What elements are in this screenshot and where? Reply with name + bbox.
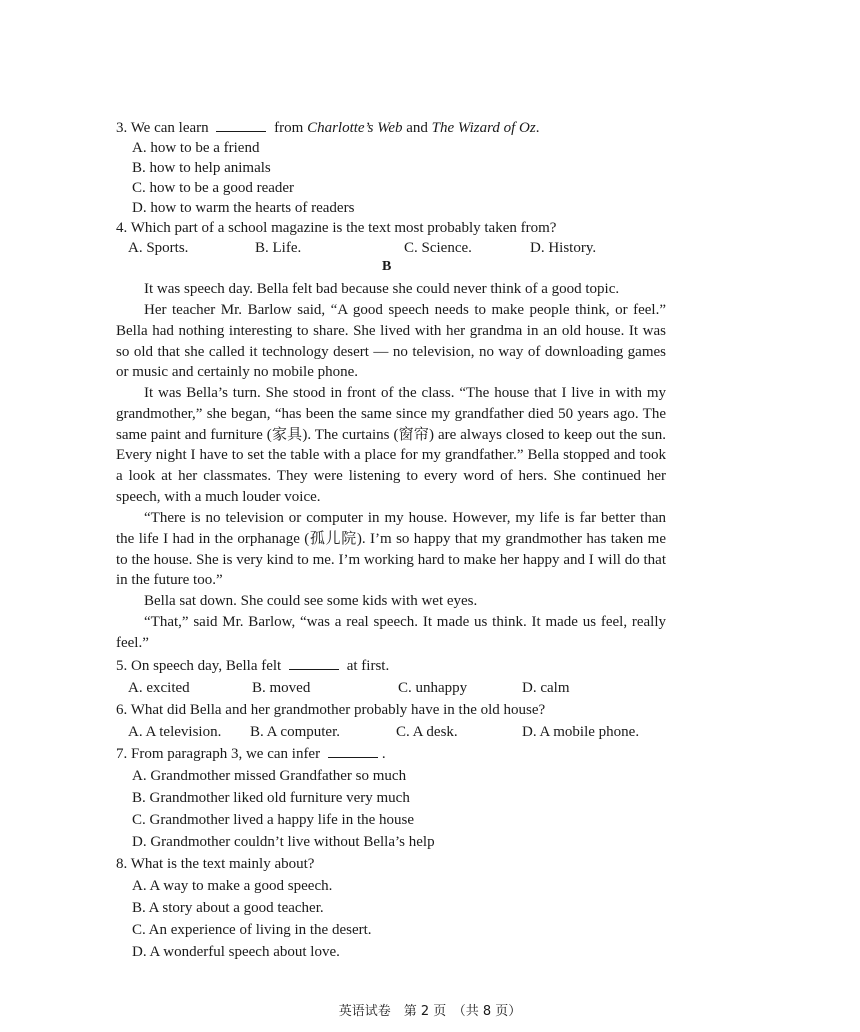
option: D. Grandmother couldn’t live without Bella’s help <box>132 834 435 850</box>
option: B. A computer. <box>250 724 340 740</box>
option: D. A mobile phone. <box>522 724 640 740</box>
option: B. Life. <box>255 240 302 256</box>
book-title-2: The Wizard of Oz <box>431 120 536 136</box>
option: D. calm <box>522 680 570 696</box>
option: D. A wonderful speech about love. <box>132 944 340 960</box>
option: C. A desk. <box>396 724 458 740</box>
option: A. how to be a friend <box>132 140 260 156</box>
option: C. Grandmother lived a happy life in the house <box>132 812 415 828</box>
option: C. An experience of living in the desert. <box>132 922 372 938</box>
q7-stem-end: . <box>381 746 386 762</box>
q3-stem-start: 3. We can learn <box>116 120 209 136</box>
passage-paragraph-1: It was speech day. Bella felt bad because she could never think of a good topic. <box>144 281 620 297</box>
answer-blank <box>216 119 266 132</box>
page-footer: 英语试卷 第 2 页 （共 8 页） <box>338 1004 522 1019</box>
question-3-stem <box>116 118 539 138</box>
q3-from: from <box>274 120 304 136</box>
q3-end: . <box>535 120 540 136</box>
option: A. A television. <box>128 724 222 740</box>
option: A. Grandmother missed Grandfather so much <box>132 768 407 784</box>
option: C. Science. <box>404 240 472 256</box>
question-5-stem <box>116 656 389 676</box>
passage-paragraph-2: Her teacher Mr. Barlow said, “A good speech needs to make people think, or feel.” Bella had nothing interesting to share. She lived with her grandma in an old house. It was so old that she called it technology desert — no television, no way of downloading games or music and certainly no mobile phone. <box>116 302 666 381</box>
option: D. how to warm the hearts of readers <box>132 200 355 216</box>
option: B. how to help animals <box>132 160 271 176</box>
option: B. A story about a good teacher. <box>132 900 324 916</box>
book-title-1: Charlotte’s Web <box>307 120 403 136</box>
question-6-stem: 6. What did Bella and her grandmother probably have in the old house? <box>116 702 546 718</box>
option: D. History. <box>530 240 597 256</box>
q7-stem-start: 7. From paragraph 3, we can infer <box>116 746 321 762</box>
question-7-stem <box>116 744 386 764</box>
passage-paragraph-6: “That,” said Mr. Barlow, “was a real speech. It made us think. It made us feel, really feel.” <box>116 614 666 651</box>
passage-paragraph-5: Bella sat down. She could see some kids with wet eyes. <box>144 593 478 609</box>
answer-blank <box>328 745 378 758</box>
option: C. unhappy <box>398 680 468 696</box>
passage-paragraph-3: It was Bella’s turn. She stood in front of the class. “The house that I live in with my grandmother,” she began, “has been the same since my grandfather died 50 years ago. The same paint and furniture (家具). The curtains (窗帘) are always closed to keep out the sun. Every night I have to set the table with a place for my grandfather.” Bella stopped and took a look at her classmates. They were listening to every word of hers. She continued her speech, with a much louder voice. <box>116 385 666 505</box>
passage-paragraph-4: “There is no television or computer in my house. However, my life is far better than the life I had in the orphanage (孤儿院). I’m so happy that my grandmother has taken me to the house. She is very kind to me. I’m working hard to make her happy and I will do that in the future too.” <box>116 510 666 589</box>
answer-blank <box>289 657 339 670</box>
option: C. how to be a good reader <box>132 180 295 196</box>
q5-stem-start: 5. On speech day, Bella felt <box>116 658 282 674</box>
question-4-stem: 4. Which part of a school magazine is the text most probably taken from? <box>116 220 557 236</box>
option: A. Sports. <box>128 240 189 256</box>
q3-and: and <box>406 120 428 136</box>
option: B. moved <box>252 680 311 696</box>
option: A. excited <box>128 680 190 696</box>
q5-stem-end: at first. <box>346 658 390 674</box>
question-8-stem: 8. What is the text mainly about? <box>116 856 315 872</box>
section-heading: B <box>382 259 392 274</box>
option: B. Grandmother liked old furniture very much <box>132 790 410 806</box>
option: A. A way to make a good speech. <box>132 878 333 894</box>
